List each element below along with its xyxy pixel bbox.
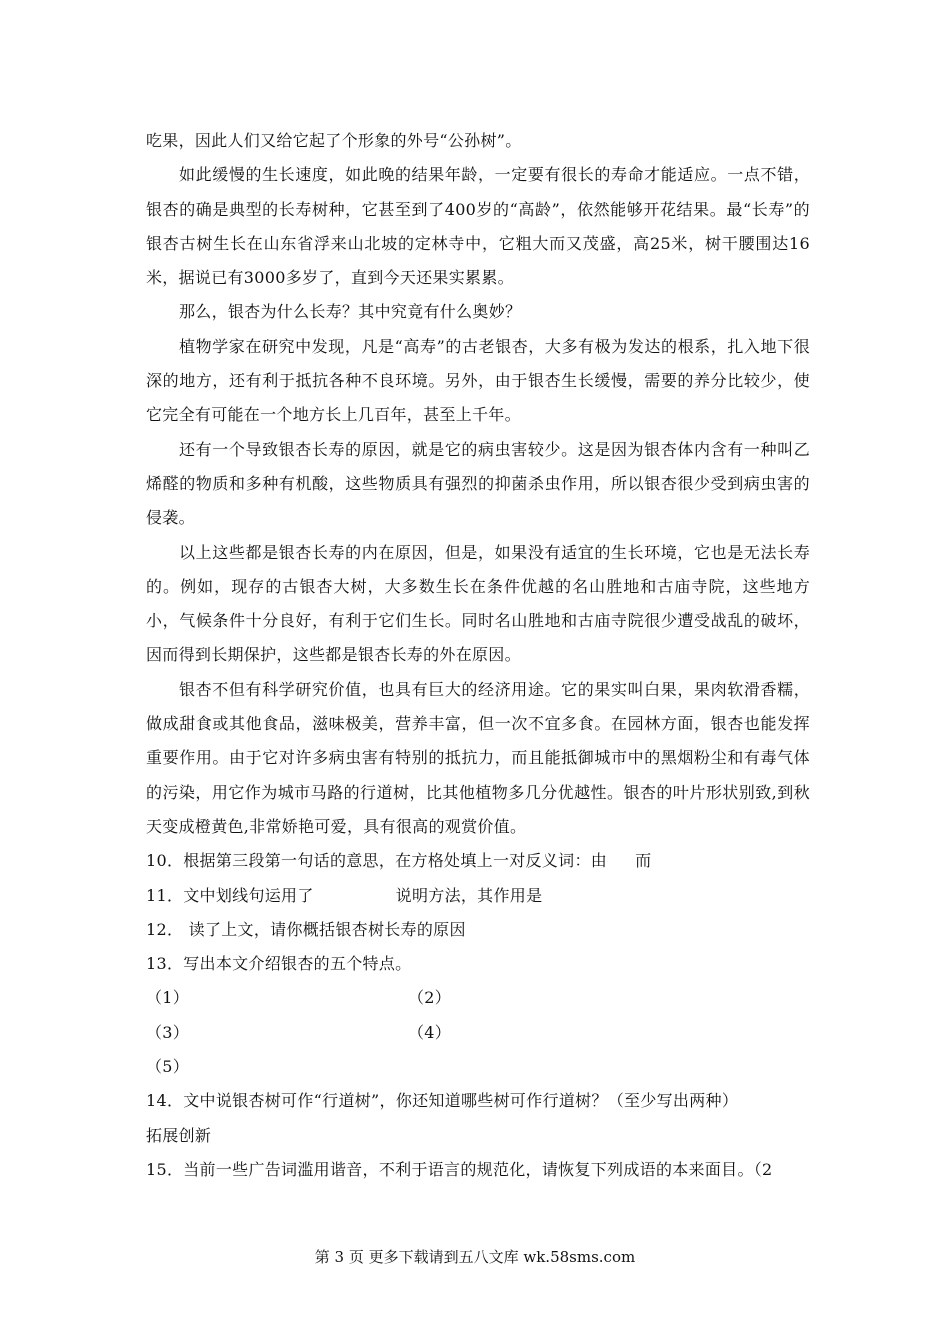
- paragraph-1: 吃果，因此人们又给它起了个形象的外号“公孙树”。: [146, 131, 522, 150]
- question-12: 12． 读了上文，请你概括银杏树长寿的原因: [146, 919, 466, 939]
- paragraph-4: 植物学家在研究中发现，凡是“高寿”的古老银杏，大多有极为发达的根系，扎入地下很深的地方，还有利于抵抗各种不良环境。另外，由于银杏生长缓慢，需要的养分比较少，使它完全有可能在一个地方长上几百年，甚至上千年。: [146, 336, 810, 425]
- question-13-item-2: （2）: [408, 988, 452, 1008]
- question-11-text-end: 说明方法，其作用是: [395, 885, 543, 905]
- question-13: 13．写出本文介绍银杏的五个特点。: [146, 954, 412, 974]
- question-13-row-2: [146, 1016, 810, 1050]
- question-13-row-1: [146, 981, 810, 1015]
- page-footer: 第 3 页 更多下载请到五八文库 wk.58sms.com: [314, 1248, 636, 1266]
- question-10-text: 10．根据第三段第一句话的意思，在方格处填上一对反义词：由: [146, 851, 608, 871]
- paragraph-5: 还有一个导致银杏长寿的原因，就是它的病虫害较少。这是因为银杏体内含有一种叫乙烯醛的物质和多种有机酸，这些物质具有强烈的抑菌杀虫作用，所以银杏很少受到病虫害的侵袭。: [146, 439, 810, 528]
- paragraph-7: 银杏不但有科学研究价值，也具有巨大的经济用途。它的果实叫白果，果肉软滑香糯，做成甜食或其他食品，滋味极美，营养丰富，但一次不宜多食。在园林方面，银杏也能发挥重要作用。由于它对许多病虫害有特别的抵抗力，而且能抵御城市中的黑烟粉尘和有毒气体的污染，用它作为城市马路的行道树，比其他植物多几分优越性。银杏的叶片形状别致,到秋天变成橙黄色,非常娇艳可爱，具有很高的观赏价值。: [146, 679, 810, 836]
- section-heading: 拓展创新: [146, 1125, 212, 1145]
- article-body: [146, 124, 810, 1187]
- question-15: 15．当前一些广告词滥用谐音，不利于语言的规范化，请恢复下列成语的本来面目。（2: [146, 1159, 773, 1179]
- question-10-text-end: 而: [635, 851, 652, 871]
- paragraph-3: 那么，银杏为什么长寿？其中究竟有什么奥妙？: [179, 302, 522, 322]
- question-10: [146, 844, 810, 878]
- question-13-item-4: （4）: [408, 1022, 452, 1042]
- paragraph-2: 如此缓慢的生长速度，如此晚的结果年龄，一定要有很长的寿命才能适应。一点不错，银杏的确是典型的长寿树种，它甚至到了400岁的“高龄”，依然能够开花结果。最“长寿”的银杏古树生长在山东省浮来山北坡的定林寺中，它粗大而又茂盛，高25米，树干腰围达16米，据说已有3000多岁了，直到今天还果实累累。: [146, 165, 810, 288]
- question-11: [146, 879, 810, 913]
- question-14: 14．文中说银杏树可作“行道树”，你还知道哪些树可作行道树？（至少写出两种）: [146, 1091, 739, 1111]
- question-13-item-1: （1）: [146, 988, 190, 1008]
- paragraph-6: 以上这些都是银杏长寿的内在原因，但是，如果没有适宜的生长环境，它也是无法长寿的。例如，现存的古银杏大树，大多数生长在条件优越的名山胜地和古庙寺院，这些地方小，气候条件十分良好，有利于它们生长。同时名山胜地和古庙寺院很少遭受战乱的破坏，因而得到长期保护，这些都是银杏长寿的外在原因。: [146, 542, 810, 665]
- question-13-row-3: [146, 1050, 810, 1084]
- question-13-item-5: （5）: [146, 1057, 190, 1077]
- question-13-item-3: （3）: [146, 1022, 190, 1042]
- question-11-text: 11．文中划线句运用了: [146, 885, 314, 905]
